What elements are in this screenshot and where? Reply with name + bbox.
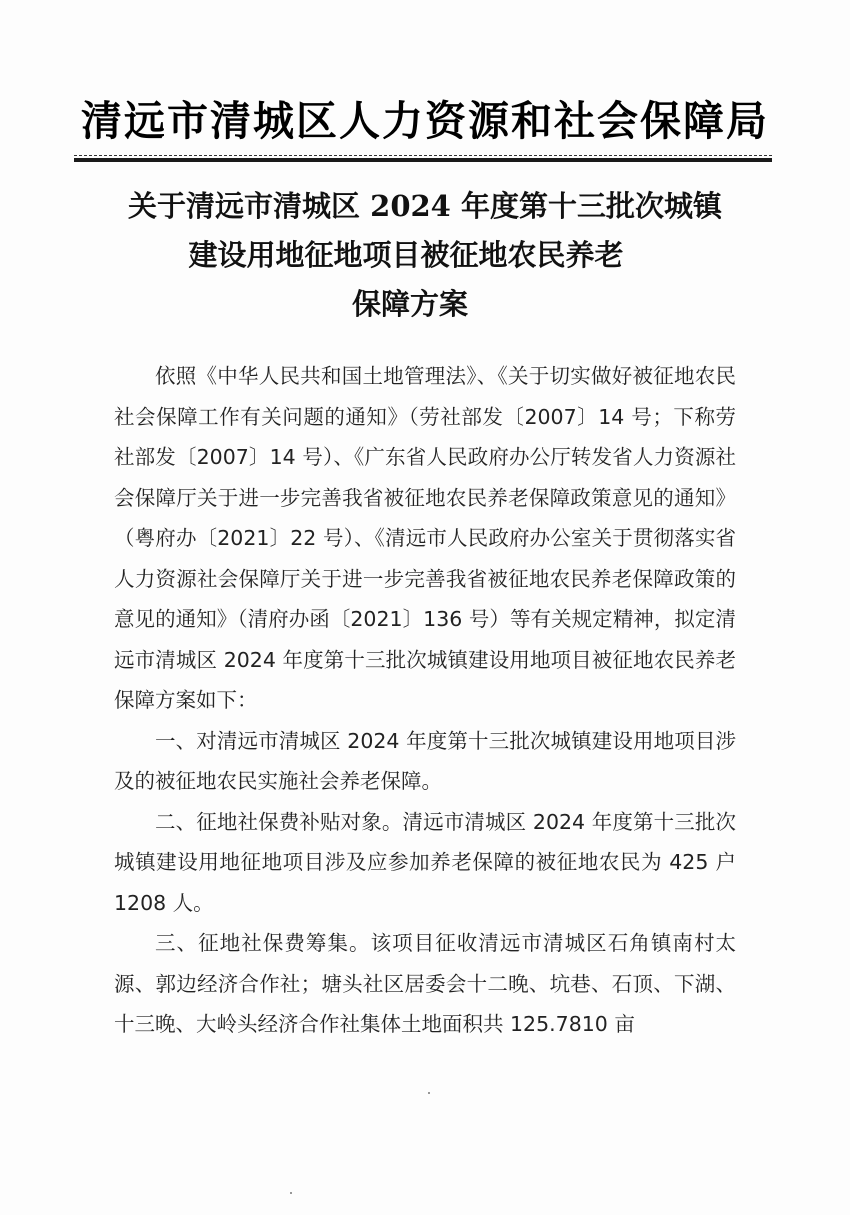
scan-speck <box>428 1092 430 1094</box>
title-line: 关于清远市清城区 2024 年度第十三批次城镇 <box>128 189 722 223</box>
scan-speck <box>290 1192 292 1194</box>
paragraph-item-2: 二、征地社保费补贴对象。清远市清城区 2024 年度第十三批次城镇建设用地征地项目涉及应参加养老保障的被征地农民为 425 户 1208 人。 <box>114 809 736 915</box>
document-body <box>114 356 736 1045</box>
document-title <box>60 182 790 329</box>
header-divider-thick <box>74 158 772 162</box>
title-line: 保障方案 <box>351 287 468 321</box>
agency-header: 清远市清城区人力资源和社会保障局 <box>81 97 769 145</box>
header-divider-thin <box>74 155 772 156</box>
title-line: 建设用地征地项目被征地农民养老 <box>188 238 624 272</box>
paragraph-basis: 依照《中华人民共和国土地管理法》、《关于切实做好被征地农民社会保障工作有关问题的通知》（劳社部发〔2007〕14 号；下称劳社部发〔2007〕14 号）、《广东省人民政府办公厅转发省人力资源社会保障厅关于进一步完善我省被征地农民养老保障政策意见的通知》（粤府办〔2021〕22 号）、《清远市人民政府办公室关于贯彻落实省人力资源社会保障厅关于进一步完善我省被征地农民养老保障政策的意见的通知》（清府办函〔2021〕136 号）等有关规定精神，拟定清远市清城区 2024 年度第十三批次城镇建设用地项目被征地农民养老保障方案如下： <box>114 364 736 712</box>
paragraph-item-1: 一、对清远市清城区 2024 年度第十三批次城镇建设用地项目涉及的被征地农民实施社会养老保障。 <box>114 728 736 793</box>
paragraph-item-3: 三、征地社保费筹集。该项目征收清远市清城区石角镇南村太源、郭边经济合作社；塘头社区居委会十二晚、坑巷、石顶、下湖、十三晚、大岭头经济合作社集体土地面积共 125.7810 亩 <box>114 931 736 1036</box>
